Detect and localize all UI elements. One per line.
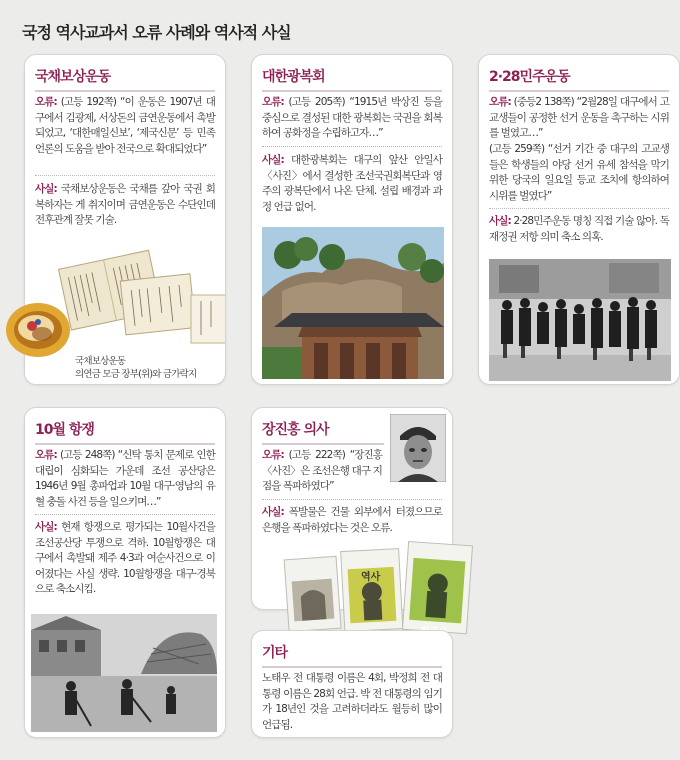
dotted-divider [262, 499, 442, 500]
fact-text: 폭발물은 건물 외부에서 터졌으므로 은행을 폭파하였다는 것은 오류. [262, 506, 442, 534]
error-text: (고등 248쪽) “신탁 통치 문제로 인한 대립이 심화되는 가운데 조선 공산당은 1946년 9월 총파업과 10월 대구·영남의 유혈 충돌 사건 등을 일으키며…” [35, 449, 215, 508]
card-korea-restoration [251, 54, 453, 385]
fact-paragraph [489, 214, 669, 245]
card-feb28-movement [478, 54, 680, 385]
fact-text: 2·28민주운동 명칭 직접 기술 않아. 독재정권 저항 의미 축소 의혹. [489, 215, 669, 243]
ledger-photo [51, 235, 226, 355]
error-paragraph [489, 95, 669, 142]
gold-ring-photo [2, 298, 74, 362]
card-title: 대한광복회 [262, 69, 325, 85]
error-label: 오류: [262, 96, 284, 108]
fact-label: 사실: [262, 154, 284, 166]
card-title: 기타 [262, 645, 288, 661]
page-title: 국정 역사교과서 오류 사례와 역사적 사실 [22, 23, 291, 42]
card-etc [251, 630, 453, 738]
etc-paragraph: 노태우 전 대통령 이름은 4회, 박정희 전 대통령 이름은 28회 언급. 박 전 대통령의 임기가 18년인 것을 고려하더라도 월등히 많이 언급됨. [262, 672, 442, 731]
card-october-uprising [24, 407, 226, 738]
title-divider [489, 90, 669, 92]
error-paragraph [262, 448, 382, 495]
error-label: 오류: [35, 96, 57, 108]
photo-caption: 국채보상운동 의연금 모금 장부(위)와 금가락지 [75, 356, 197, 380]
dotted-divider [489, 208, 669, 209]
title-divider [262, 90, 442, 92]
fact-text: 대한광복회는 대구의 앞산 안일사 〈사진〉에서 결성한 조선국권회복단과 영주의 광복단에서 나온 단체. 설립 배경과 과정 언급 없어. [262, 154, 442, 213]
fact-label: 사실: [35, 521, 57, 533]
book-title-history: 역사 [361, 572, 381, 583]
error-paragraph [35, 95, 215, 157]
dotted-divider [35, 514, 215, 515]
error-label: 오류: [262, 449, 284, 461]
card-title: 10월 항쟁 [35, 422, 94, 438]
title-divider [35, 443, 215, 445]
title-divider [262, 666, 442, 668]
title-divider [262, 443, 384, 445]
card-title: 2·28민주운동 [489, 69, 570, 85]
fact-paragraph [262, 153, 442, 215]
fact-label: 사실: [262, 506, 284, 518]
error-label: 오류: [489, 96, 511, 108]
error-label: 오류: [35, 449, 57, 461]
error-text: (중등2 138쪽) “2월28일 대구에서 고교생들이 공정한 선거 운동을 촉구하는 시위를 벌였고…” [489, 96, 669, 139]
fact-text: 국채보상운동은 국채를 갚아 국권 회복하자는 게 취지이며 금연운동은 수단인데 전후관계 잘못 기술. [35, 183, 215, 226]
fact-text: 현재 항쟁으로 평가되는 10월사건을 조선공산당 투쟁으로 격하. 10월항쟁은 대구에서 촉발돼 제주 4·3과 여순사건으로 이어졌다는 사실 생략. 10월항쟁을 대구·경북으로 축소시킴. [35, 521, 215, 595]
fact-paragraph [35, 520, 215, 598]
temple-photo [262, 227, 444, 379]
error-paragraph [262, 95, 442, 142]
error-paragraph-2: (고등 259쪽) “선거 기간 중 대구의 고교생들은 학생들의 야당 선거 유세 참석을 막기 위한 당국의 일요일 등교 조치에 항의하여 시위를 벌였다” [489, 143, 669, 202]
portrait-photo [390, 414, 446, 482]
card-title: 국채보상운동 [35, 69, 111, 85]
error-text: (고등 192쪽) “이 운동은 1907년 대구에서 김광제, 서상돈의 금연운동에서 촉발되었고, ‘대한매일신보’, ‘제국신문’ 등 민족 언론의 도움을 받아 전국으로 확대되었다” [35, 96, 215, 155]
error-text: (고등 205쪽) “1915년 박상진 등을 중심으로 결성된 대한 광복회는 국권을 회복하여 공화정을 수립하고자…” [262, 96, 442, 139]
error-text: (고등 222쪽) “장진홍〈사진〉은 조선은행 대구 지점을 폭파하였다” [262, 449, 382, 492]
dotted-divider [35, 175, 215, 176]
error-paragraph [35, 448, 215, 510]
fact-paragraph [35, 182, 215, 229]
protest-photo [489, 259, 671, 381]
fact-label: 사실: [35, 183, 57, 195]
uprising-photo [31, 614, 217, 732]
dotted-divider [262, 146, 442, 147]
fact-label: 사실: [489, 215, 511, 227]
fact-paragraph [262, 505, 442, 536]
card-title: 장진홍 의사 [262, 422, 329, 438]
title-divider [35, 90, 215, 92]
